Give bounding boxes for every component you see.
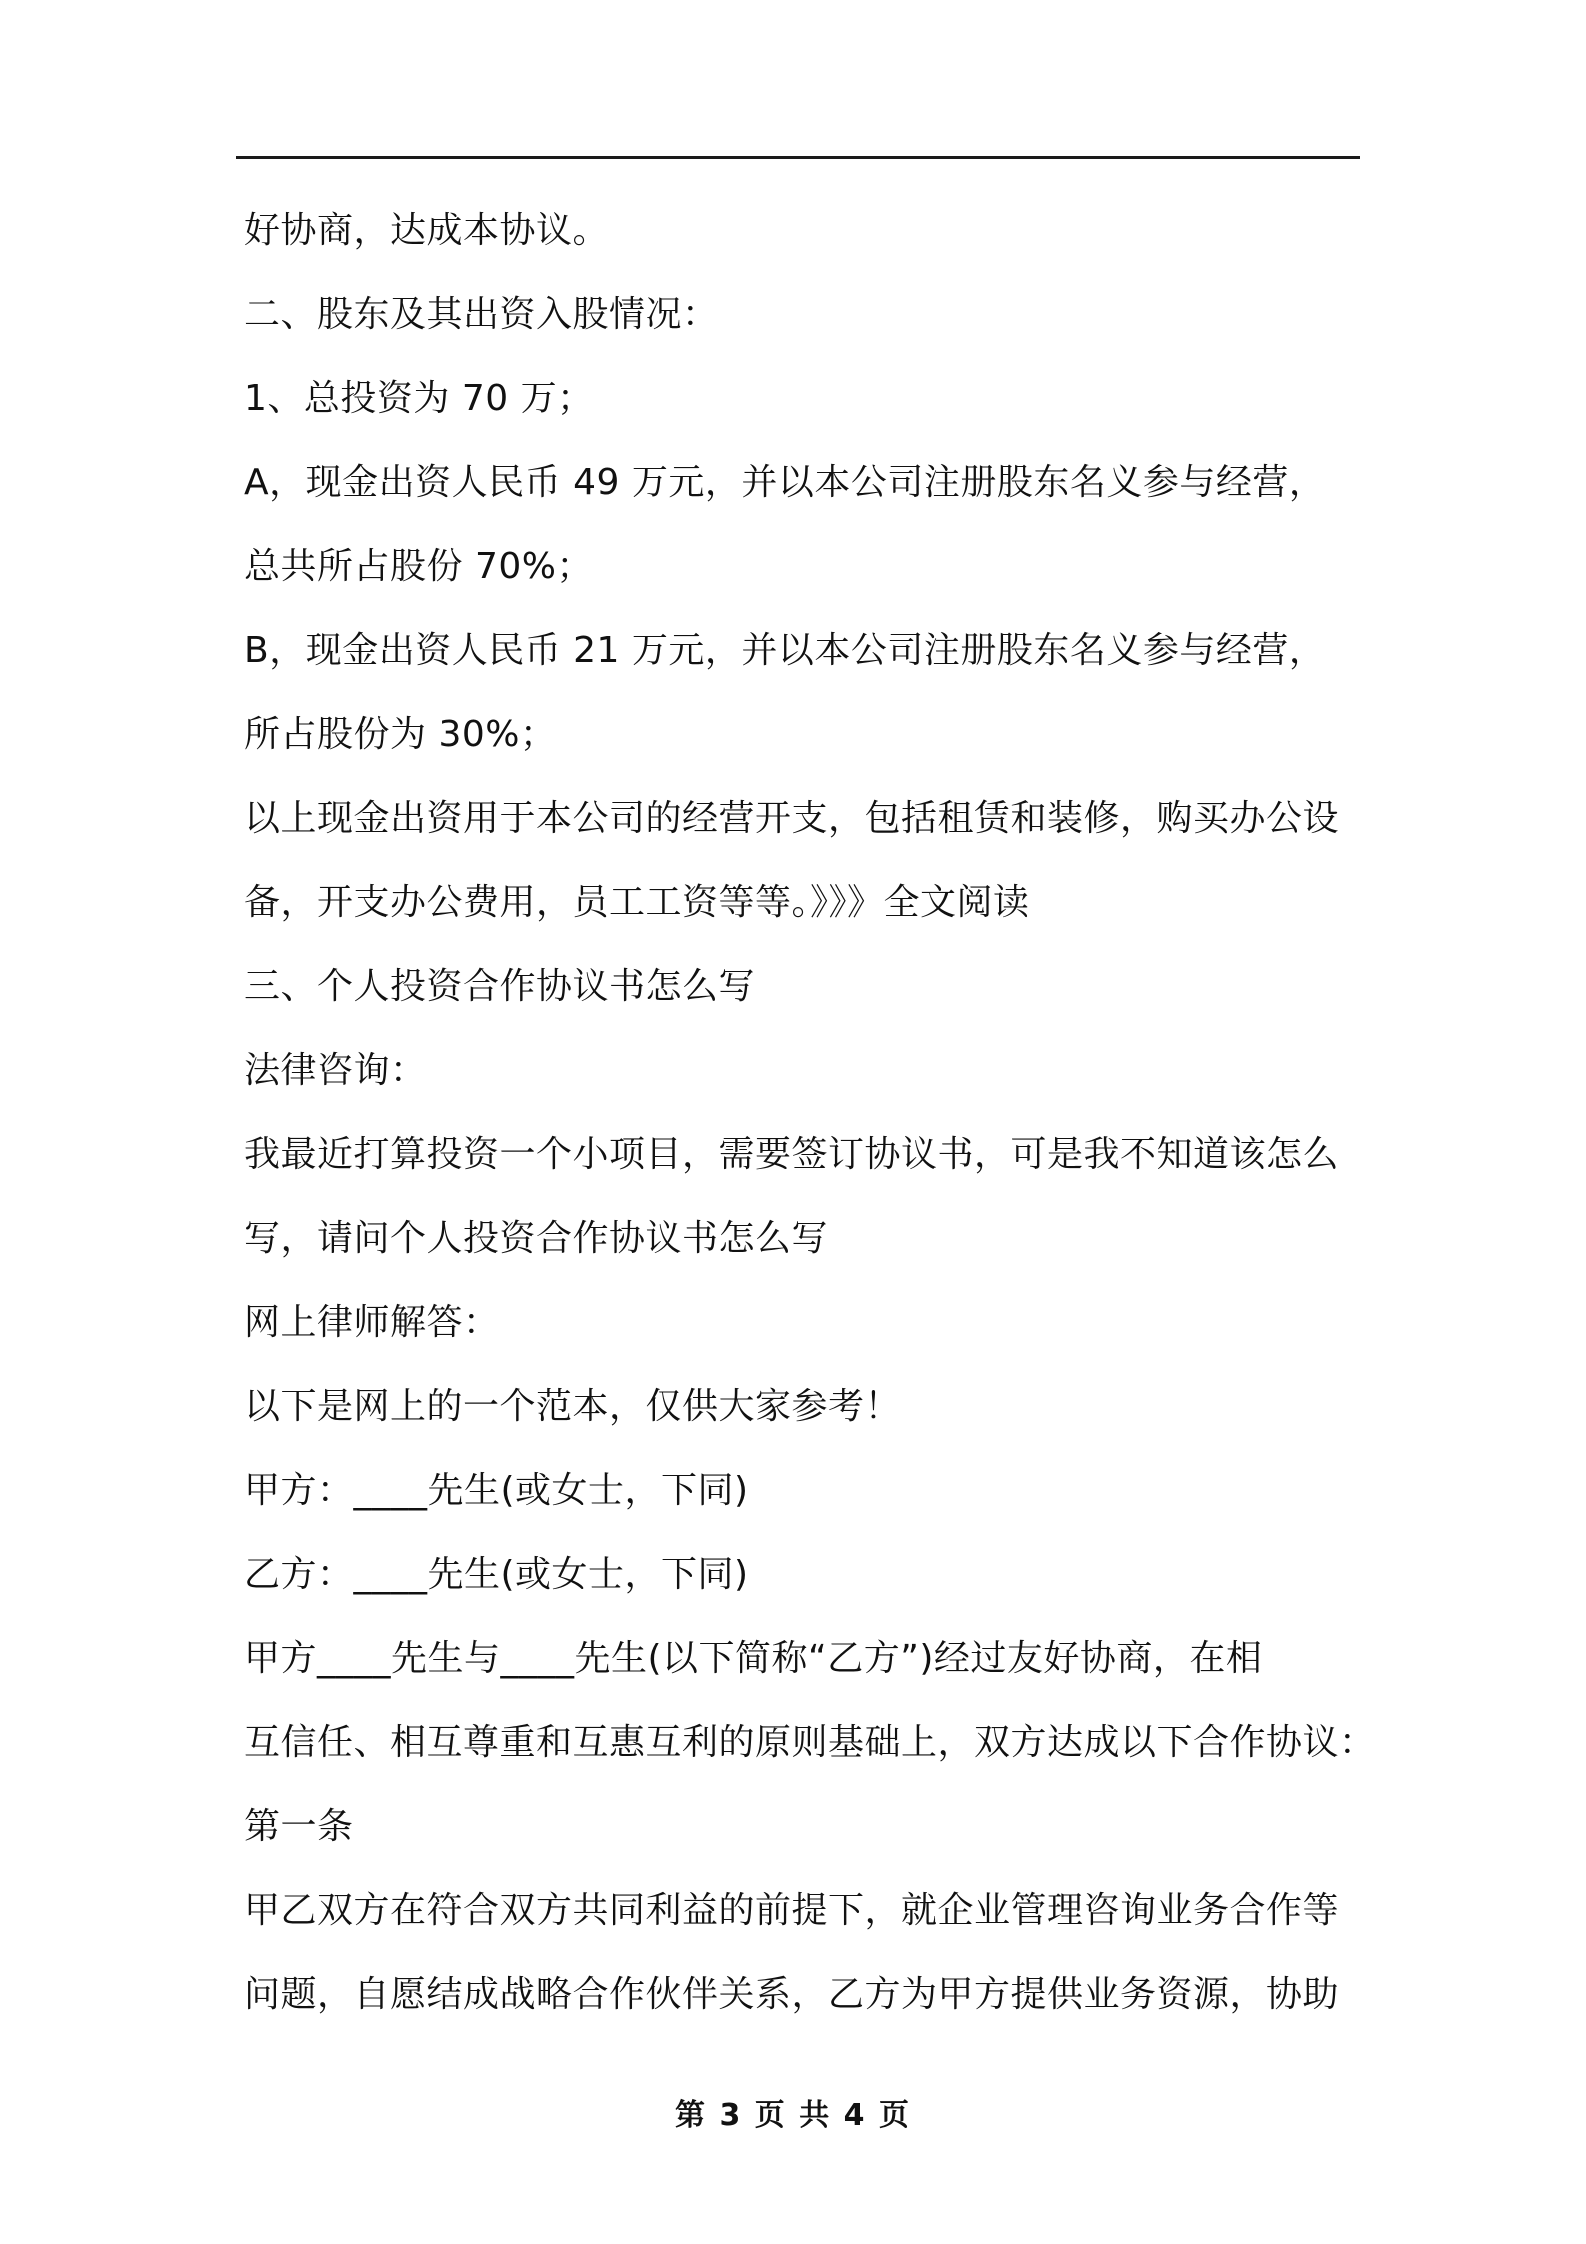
text-line: 网上律师解答： bbox=[244, 1302, 500, 1343]
text-line: 总共所占股份 70%； bbox=[244, 546, 593, 587]
document-body bbox=[244, 200, 1376, 2048]
text-line: 备，开支办公费用，员工工资等等。》》》全文阅读 bbox=[244, 882, 1030, 923]
page-number: 第 3 页 共 4 页 bbox=[675, 2098, 911, 2133]
text-line: 写，请问个人投资合作协议书怎么写 bbox=[244, 1218, 829, 1259]
text-line: 我最近打算投资一个小项目，需要签订协议书，可是我不知道该怎么 bbox=[244, 1134, 1340, 1175]
text-line: 1、总投资为 70 万； bbox=[244, 378, 594, 419]
text-line: 甲乙双方在符合双方共同利益的前提下，就企业管理咨询业务合作等 bbox=[244, 1890, 1340, 1931]
section-heading: 二、股东及其出资入股情况： bbox=[244, 294, 719, 335]
text-line: 好协商，达成本协议。 bbox=[244, 210, 610, 251]
text-line: 乙方：____先生(或女士，下同) bbox=[244, 1554, 749, 1595]
text-line: A，现金出资人民币 49 万元，并以本公司注册股东名义参与经营， bbox=[244, 462, 1326, 503]
text-line: 以下是网上的一个范本，仅供大家参考！ bbox=[244, 1386, 902, 1427]
text-line: 问题，自愿结成战略合作伙伴关系，乙方为甲方提供业务资源，协助 bbox=[244, 1974, 1340, 2015]
text-line: 所占股份为 30%； bbox=[244, 714, 557, 755]
article-heading: 第一条 bbox=[244, 1806, 354, 1847]
text-line: 互信任、相互尊重和互惠互利的原则基础上，双方达成以下合作协议： bbox=[244, 1722, 1376, 1763]
text-line: 法律咨询： bbox=[244, 1050, 427, 1091]
section-heading: 三、个人投资合作协议书怎么写 bbox=[244, 966, 756, 1007]
text-line: B，现金出资人民币 21 万元，并以本公司注册股东名义参与经营， bbox=[244, 630, 1326, 671]
text-line: 甲方____先生与____先生(以下简称“乙方”)经过友好协商，在相 bbox=[244, 1638, 1263, 1679]
text-line: 甲方：____先生(或女士，下同) bbox=[244, 1470, 749, 1511]
header-rule bbox=[236, 156, 1360, 159]
text-line: 以上现金出资用于本公司的经营开支，包括租赁和装修，购买办公设 bbox=[244, 798, 1340, 839]
